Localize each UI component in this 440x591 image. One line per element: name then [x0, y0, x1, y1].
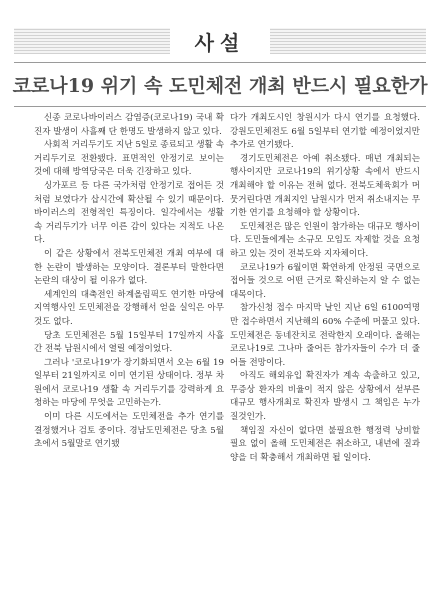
paragraph: 싱가포르 등 다른 국가처럼 안정기로 접어든 것처럼 보였다가 삽시간에 확산될 수 있기 때문이다. 바이러스의 전형적인 특징이다. 일각에서는 생활 속 거리두기가 너무 이른 감이 있다는 지적도 나온다. [34, 180, 224, 246]
paragraph: 참가신청 접수 마지막 날인 지난 6일 6100여명만 접수하면서 지난해의 60% 수준에 머물고 있다. 도민체전은 동네잔치로 전락한지 오래이다. 올해는 코로나19로 그나마 줄어든 참가자들이 수가 더 줄어들 전망이다. [230, 303, 420, 368]
paragraph: 그러나 '코로나19'가 장기화되면서 오는 6월 19일부터 21일까지로 이미 연기된 상태이다. 정부 차원에서 코로나19 생활 속 거리두기를 강력하게 요청하는 마당에 무엇을 고민하는가. [34, 357, 224, 409]
paragraph: 코로나19가 6월이면 확연하게 안정된 국면으로 접어들 것으로 어떤 근거로 확신하는지 알 수 없는 대목이다. [230, 262, 420, 300]
paragraph: 책임질 자신이 없다면 불필요한 행정력 낭비할 필요 없이 올해 도민체전은 취소하고, 내년에 질과 양을 더 확충해서 개최하면 될 일이다. [230, 425, 420, 463]
headline-bottom-rule [14, 106, 426, 107]
body-column-left [34, 112, 224, 452]
paragraph: 세계인의 대축전인 하계올림픽도 연기한 마당에 지역행사인 도민체전을 강행해서 얻을 실익은 아무것도 없다. [34, 289, 224, 327]
paragraph: 아직도 해외유입 확진자가 계속 속출하고 있고, 무증상 환자의 비율이 적지 않은 상황에서 섣부른 대규모 행사개최로 확진자 발생시 그 책임은 누가 질것인가. [230, 371, 420, 423]
paragraph: 경기도민체전은 아예 취소됐다. 매년 개최되는 행사이지만 코로나19의 위기상황 속에서 반드시 개최해야 할 이유는 전혀 없다. 전북도체육회가 머뭇거린다면 개최지인 남원시가 먼저 취소내지는 무기한 연기를 요청해야 할 상황이다. [230, 153, 420, 219]
paragraph: 도민체전은 많은 인원이 참가하는 대규모 행사이다. 도민들에게는 소규모 모임도 자제할 것을 요청하고 있는 것이 전북도와 지자체이다. [230, 221, 420, 259]
paragraph: 이 같은 상황에서 전북도민체전 개최 여부에 대한 논란이 발생하는 모양이다. 결론부터 말한다면 논란의 대상이 될 이유가 없다. [34, 248, 224, 287]
headline: 코로나19 위기 속 도민체전 개최 반드시 필요한가 [12, 74, 428, 97]
paragraph: 당초 도민체전은 5월 15일부터 17일까지 사흘간 전북 남원시에서 열릴 예정이었다. [34, 330, 224, 355]
paragraph: 신종 코로나바이러스 감염증(코로나19) 국내 확진자 발생이 사흘째 단 한명도 발생하지 않고 있다. [34, 113, 224, 137]
paragraph-continued: 다가 개최도시인 창원시가 다시 연기를 요청했다. 강원도민체전도 6월 5일부터 연기할 예정이었지만 추가로 연기됐다. [230, 113, 420, 151]
section-label: 사설 [170, 24, 270, 58]
paragraph: 사회적 거리두기도 지난 5일로 종료되고 생활 속 거리두기로 전환됐다. 표면적인 안정기로 보이는 것에 대해 방역당국은 더욱 긴장하고 있다. [34, 140, 224, 178]
paragraph: 이미 다른 시도에서는 도민체전을 추가 연기를 결정했거나 검토 중이다. 경남도민체전은 당초 5월초에서 5월말로 연기됐 [34, 412, 224, 450]
body-column-right [230, 112, 420, 465]
headline-top-rule [14, 62, 426, 63]
